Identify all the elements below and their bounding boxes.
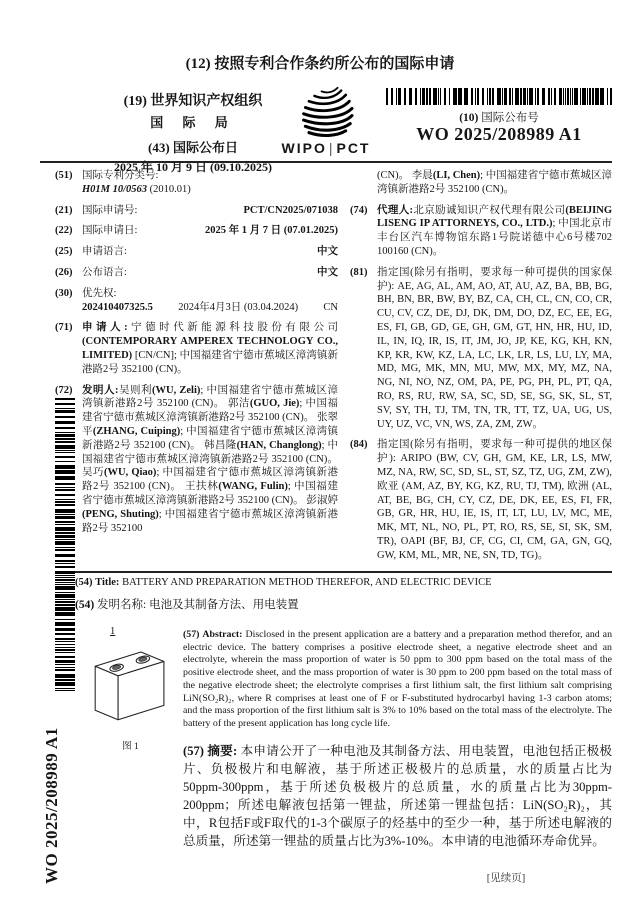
appno-value: PCT/CN2025/071038 [243, 204, 338, 216]
appdate-label: 国际申请日: [82, 225, 138, 237]
field-25-num: (25) [55, 246, 73, 258]
field-54-num-cn: (54) [75, 599, 95, 611]
field-agent [350, 204, 612, 259]
header-divider [40, 161, 612, 163]
field-regional-designations [350, 438, 612, 562]
filing-lang-value: 中文 [317, 246, 338, 258]
wipo-pct-wordmark [278, 140, 374, 156]
field-71-num: (71) [55, 322, 73, 334]
field-19-num: (19) [123, 94, 147, 109]
side-barcode [55, 398, 75, 692]
continued-on-next-page: [见续页] [486, 873, 526, 884]
field-51-num: (51) [55, 170, 73, 181]
appdate-value: 2025 年 1 月 7 日 (07.01.2025) [205, 225, 338, 237]
publication-number: WO 2025/208989 A1 [416, 124, 582, 144]
field-43-num: (43) [148, 140, 170, 155]
figure-reference-number: 1 [110, 626, 116, 637]
field-application-number [55, 204, 338, 218]
ipc-version: (2010.01) [149, 183, 191, 195]
field-30-num: (30) [55, 287, 73, 299]
org-name-line [88, 90, 298, 110]
org-name: 世界知识产权组织 [150, 94, 263, 109]
applicant-text: 宁德时代新能源科技股份有限公司 (CONTEMPORARY AMPEREX TECHNOLOGY CO., LIMITED) [CN/CN]; 中国福建省宁德市蕉城区漳湾镇新港路2号 352100 (CN)。 [82, 322, 339, 375]
priority-label: 优先权: [82, 287, 117, 299]
field-26-num: (26) [55, 266, 73, 278]
title-divider [75, 571, 612, 573]
biblio-right-column [350, 169, 612, 570]
sidebar-publication-number: WO 2025/208989 A1 [42, 727, 61, 884]
field-applicant [55, 321, 338, 376]
pub-lang-label: 公布语言: [82, 266, 127, 278]
filing-lang-label: 申请语言: [82, 246, 127, 258]
inventors-continuation [350, 169, 612, 197]
priority-number: 202410407325.5 [82, 301, 153, 313]
field-57-num-cn: (57) [183, 743, 204, 758]
field-22-num: (22) [55, 225, 73, 237]
publication-type-header: (12) 按照专利合作条约所公布的国际申请 [185, 56, 455, 72]
inventor-text-left: 吴则利(WU, Zeli); 中国福建省宁德市蕉城区漳湾镇新港路2号 352100 (CN)。 郭洁(GUO, Jie); 中国福建省宁德市蕉城区漳湾镇新港路2号 352100 (CN)。 张翠平(ZHANG, Cuiping); 中国福建省宁德市蕉城区漳湾镇新港路2号 352100 (CN)。 韩昌隆(HAN, Changlong); 中国福建省宁德市蕉城区漳湾镇新港路2号 352100 (CN)。 吴巧(WU, Qiao); 中国福建省宁德市蕉城区漳湾镇新港路2号 352100 (CN)。 王扶林(WANG, Fulin); 中国福建省宁德市蕉城区漳湾镇新港路2号 352100 (CN)。 彭淑婷(PENG, Shuting); 中国福建省宁德市蕉城区漳湾镇新港路2号 352100 [82, 384, 339, 534]
field-54-num-en: (54) [75, 577, 93, 588]
inventor-text-right: (CN)。 李晨(LI, Chen); 中国福建省宁德市蕉城区漳湾镇新港路2号 352100 (CN)。 [377, 170, 612, 195]
field-21-num: (21) [55, 204, 73, 216]
ipc-value-line [82, 183, 338, 197]
wipo-pct-separator: | [328, 140, 335, 156]
pubdate-label-line [88, 137, 298, 156]
title-en-value: BATTERY AND PREPARATION METHOD THEREFOR, AND ELECTRIC DEVICE [122, 577, 492, 588]
field-74-num: (74) [350, 204, 368, 216]
field-10-num: (10) [459, 112, 479, 124]
applicant-label: 申请人: [82, 322, 128, 334]
figure-block [78, 626, 183, 752]
agent-text: 北京励诚知识产权代理有限公司(BEIJING LISENG IP ATTORNEYS, CO., LTD.); 中国北京市丰台区汽车博物馆东路1号院诺德中心6号楼702 100160 (CN)。 [377, 204, 613, 257]
field-ipc [55, 169, 338, 197]
appno-label: 国际申请号: [82, 204, 138, 216]
pct-text: PCT [336, 140, 371, 156]
wipo-logo-block [278, 86, 374, 156]
battery-figure [78, 637, 183, 729]
title-cn-value: 电池及其制备方法、用电装置 [149, 599, 299, 611]
field-filing-language [55, 245, 338, 259]
regional-designations-text: 指定国(除另有指明，要求每一种可提供的地区保护): ARIPO (BW, CV, GH, GM, KE, LR, LS, MW, MZ, NA, RW, SC, SD, SL, ST, SZ, TZ, UG, ZM, ZW), 欧亚 (AM, AZ, BY, KG, KZ, RU, TJ, TM), 欧洲 (AL, AT, BE, BG, CH, CY, CZ, DE, DK, EE, ES, FI, FR, GB, GR, HR, HU, IE, IS, IT, LT, LU, LV, MC, ME, MK, MT, NL, NO, PL, PT, RO, RS, SE, SI, SK, SM, TR), OAPI (BF, BJ, CF, CG, CI, CM, GA, GN, GQ, GW, KM, ML, MR, NE, SN, TD, TG)。 [377, 439, 612, 561]
pubno-label: 国际公布号 [481, 112, 539, 124]
designated-states-text: 指定国(除另有指明，要求每一种可提供的国家保护): AE, AG, AL, AM, AO, AT, AU, AZ, BA, BB, BG, BH, BN, BR, BW, BY, BZ, CA, CH, CL, CN, CO, CR, CU, CV, CZ, DE, DJ, DK, DM, DO, DZ, EC, EE, EG, ES, FI, GB, GD, GE, GH, GM, GT, HN, HR, HU, ID, IL, IN, IQ, IR, IS, IT, JM, JO, JP, KE, KG, KH, KN, KP, KR, KW, KZ, LA, LC, LK, LR, LS, LU, LY, MA, MD, MG, MK, MN, MU, MW, MX, MY, MZ, NA, NG, NI, NO, NZ, OM, PA, PE, PG, PH, PL, PT, QA, RO, RS, RU, RW, SA, SC, SD, SE, SG, SK, SL, ST, SV, SY, TH, TJ, TM, TN, TR, TT, TZ, UA, UG, US, UY, UZ, VC, VN, WS, ZA, ZM, ZW。 [377, 266, 612, 430]
publication-barcode [386, 88, 612, 105]
field-priority [55, 287, 338, 315]
wipo-text: WIPO [281, 140, 327, 156]
ipc-label: 国际专利分类号: [82, 170, 159, 181]
field-72-num: (72) [55, 384, 73, 396]
abstract-en-text: Disclosed in the present application are a battery and a preparation method therefor, and an electric device. The battery comprises a positive electrode sheet, a negative electrode sheet and an electrolyte, wherein the mass proportion of water is 50 ppm to 300 ppm based on the total mass of the positive electrode sheet, and the mass proportion of water is 30 ppm to 200 ppm based on the total mass of the negative electrode sheet; the electrolyte comprises a first lithium salt, the first lithium salt comprising LiN(SO₂R)₂, where R comprises at least one of F or F-substituted hydrocarbyl having 1-3 carbon atoms; and the mass proportion of the first lithium salt is 3% to 10% based on the total mass of the electrolyte. The battery of the present application has long cycle life. [183, 629, 613, 729]
priority-country: CN [323, 301, 338, 313]
pub-lang-value: 中文 [317, 266, 338, 278]
pubdate-value: 2025 年 10 月 9 日 (09.10.2025) [114, 160, 272, 174]
field-84-num: (84) [350, 439, 368, 451]
pubdate-label: 国际公布日 [172, 140, 238, 155]
wipo-globe-icon [297, 86, 355, 138]
inventor-label: 发明人: [82, 384, 119, 396]
abstract-cn-label: 摘要: [207, 743, 238, 758]
figure-caption: 图 1 [122, 742, 139, 752]
biblio-left-column [55, 169, 338, 542]
field-81-num: (81) [350, 266, 368, 278]
abstract-english [183, 629, 612, 731]
title-english-line [75, 577, 612, 588]
field-57-num-en: (57) [183, 629, 200, 640]
field-filing-date [55, 224, 338, 238]
agent-label: 代理人: [377, 204, 414, 216]
ipc-code: H01M 10/0563 [82, 183, 148, 195]
abstract-chinese [183, 742, 612, 850]
abstract-block [183, 629, 612, 850]
title-en-label: Title: [95, 577, 120, 588]
field-inventors [55, 384, 338, 536]
field-publication-language [55, 266, 338, 280]
title-cn-label: 发明名称: [97, 599, 147, 611]
priority-date: 2024年4月3日 (03.04.2024) [178, 301, 299, 313]
priority-data-line [82, 301, 338, 315]
field-designated-states [350, 266, 612, 432]
abstract-cn-text: 本申请公开了一种电池及其制备方法、用电装置，电池包括正极极片、负极极片和电解液，基于所述正极极片的总质量，水的质量占比为50ppm-300ppm，基于所述负极极片的总质量，水的质量占比为30ppm-200ppm；所述电解液包括第一锂盐，所述第一锂盐包括：LiN(SO₂R)₂，其中，R包括F或F取代的1-3个碳原子的烃基中的至少一种，基于所述电解液的总质量，所述第一锂盐的质量占比为3%-10%。本申请的电池循环寿命优异。 [183, 743, 612, 848]
org-bureau: 国 际 局 [150, 115, 236, 130]
title-chinese-line [75, 596, 612, 612]
pubno-label-line [386, 109, 612, 125]
abstract-en-label: Abstract: [202, 629, 243, 640]
